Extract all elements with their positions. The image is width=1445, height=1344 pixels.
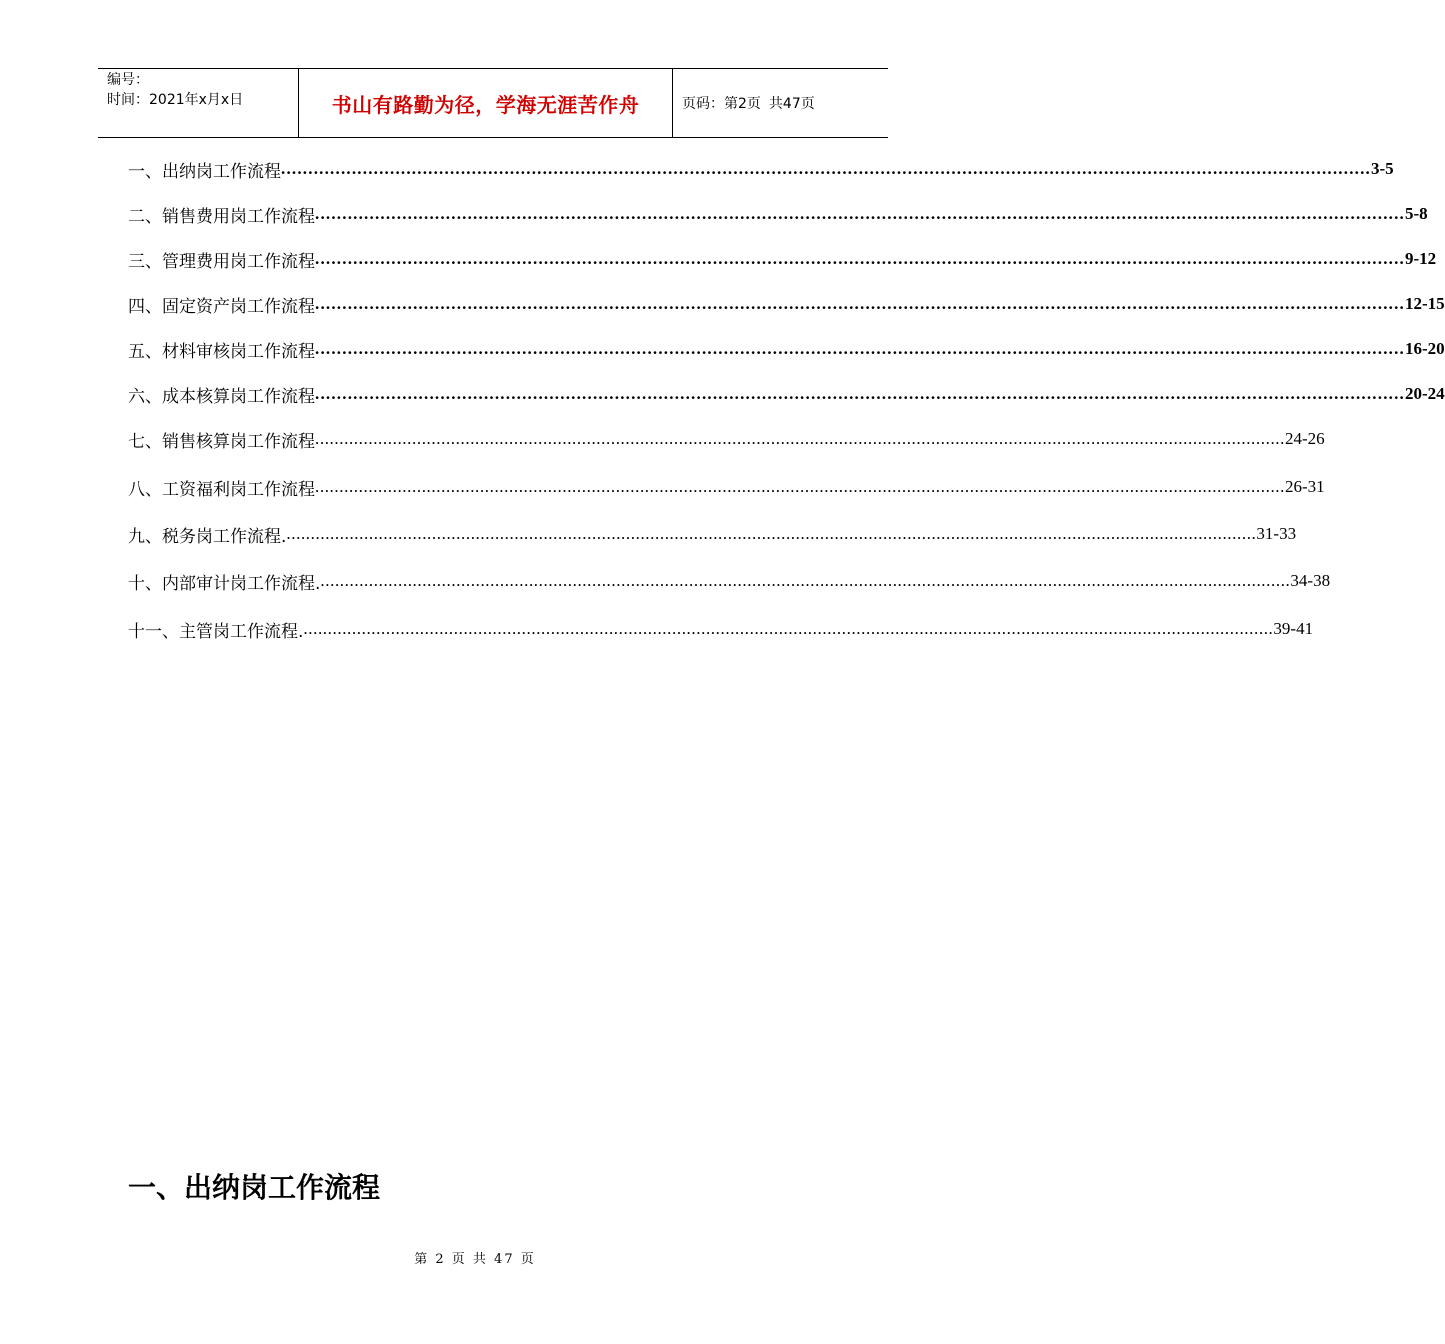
toc-entry[interactable] [128, 569, 1331, 594]
toc-leader-dots: ........................................................................................................................................................................................................ [281, 159, 1371, 178]
header-meta-cell [98, 69, 299, 137]
toc-entry[interactable] [128, 522, 1297, 547]
document-header [98, 68, 888, 138]
toc-entry-pages: 26-31 [1285, 477, 1325, 496]
toc-entry-pages: 16-20 [1405, 339, 1445, 358]
header-page-total: 共47页 [768, 96, 815, 112]
toc-leader-dots: ........................................................................................................................................................................................................ [315, 384, 1405, 403]
toc-entry-pages: 3-5 [1371, 159, 1394, 178]
toc-entry[interactable] [128, 337, 1445, 362]
toc-entry[interactable] [128, 292, 1445, 317]
toc-entry-pages: 20-24 [1405, 384, 1445, 403]
toc-entry[interactable] [128, 382, 1445, 407]
toc-entry[interactable] [128, 157, 1394, 182]
toc-leader-dots: ........................................................................................................................................................................................................ [315, 339, 1405, 358]
toc-entry-pages: 12-15 [1405, 294, 1445, 313]
toc-entry-label: 四、固定资产岗工作流程 [128, 296, 315, 317]
toc-entry[interactable] [128, 247, 1437, 272]
toc-entry-label: 十、内部审计岗工作流程. [128, 573, 321, 594]
page-footer: 第 2 页 共 47 页 [414, 1252, 536, 1267]
toc-leader-dots: ........................................................................................................................................................................................................ [315, 204, 1405, 223]
toc-entry-label: 二、销售费用岗工作流程 [128, 206, 315, 227]
toc-entry-label: 六、成本核算岗工作流程 [128, 386, 315, 407]
toc-entry-label: 一、出纳岗工作流程 [128, 161, 281, 182]
toc-entry[interactable] [128, 427, 1325, 452]
toc-leader-dots: ........................................................................................................................................................................................................ [286, 524, 1257, 543]
toc-leader-dots: ........................................................................................................................................................................................................ [315, 249, 1405, 268]
toc-entry-pages: 9-12 [1405, 249, 1437, 268]
document-time-label: 时间：2021年x月x日 [107, 92, 244, 108]
header-motto: 书山有路勤为径，学海无涯苦作舟 [331, 92, 640, 117]
toc-entry-label: 九、税务岗工作流程. [128, 526, 287, 547]
toc-entry[interactable] [128, 202, 1428, 227]
toc-entry-pages: 31-33 [1256, 524, 1297, 543]
toc-leader-dots: ........................................................................................................................................................................................................ [315, 429, 1285, 448]
section-title: 一、出纳岗工作流程 [128, 1171, 381, 1204]
header-page-number: 页码：第2页 [682, 96, 761, 112]
toc-entry-label: 五、材料审核岗工作流程 [128, 341, 315, 362]
toc-entry-pages: 34-38 [1290, 571, 1331, 590]
document-number-label: 编号： [107, 72, 149, 88]
toc-entry[interactable] [128, 617, 1314, 642]
toc-leader-dots: ........................................................................................................................................................................................................ [315, 477, 1285, 496]
header-page-cell [673, 69, 888, 137]
header-motto-cell [299, 69, 673, 137]
toc-entry-label: 十一、主管岗工作流程. [128, 621, 304, 642]
toc-entry-label: 三、管理费用岗工作流程 [128, 251, 315, 272]
toc-entry-pages: 24-26 [1285, 429, 1325, 448]
toc-entry-label: 八、工资福利岗工作流程 [128, 479, 315, 500]
toc-entry-pages: 5-8 [1405, 204, 1428, 223]
toc-entry[interactable] [128, 475, 1325, 500]
toc-leader-dots: ........................................................................................................................................................................................................ [315, 294, 1405, 313]
toc-entry-label: 七、销售核算岗工作流程 [128, 431, 315, 452]
toc-entry-pages: 39-41 [1273, 619, 1314, 638]
toc-leader-dots: ........................................................................................................................................................................................................ [303, 619, 1274, 638]
header-page-info [673, 93, 815, 113]
toc-leader-dots: ........................................................................................................................................................................................................ [320, 571, 1291, 590]
